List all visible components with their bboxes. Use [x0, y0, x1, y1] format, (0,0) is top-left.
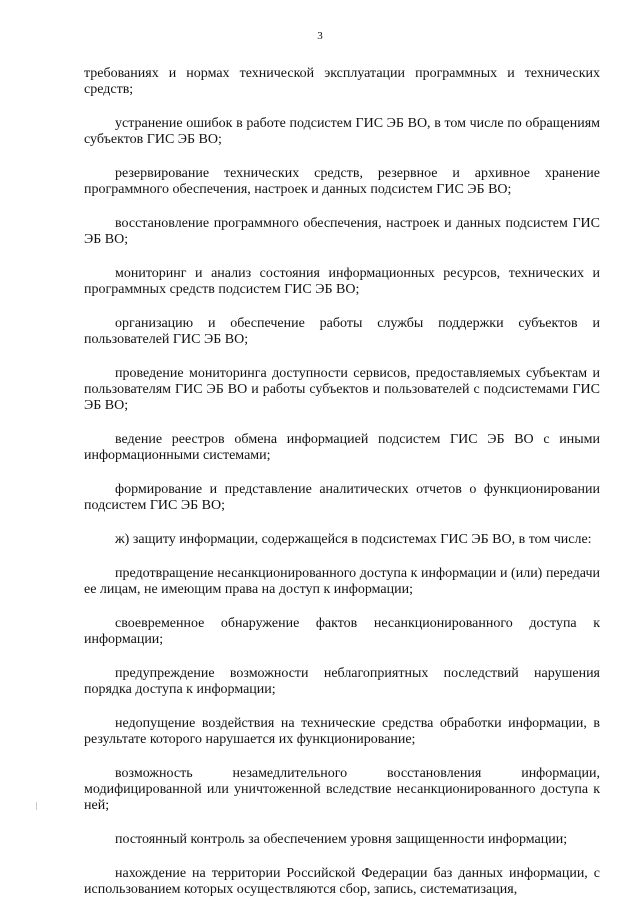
- list-item-paragraph: своевременное обнаружение фактов несанкционированного доступа к информации;: [84, 616, 600, 647]
- list-item-paragraph: организацию и обеспечение работы службы поддержки субъектов и пользователей ГИС ЭБ ВО;: [84, 316, 600, 347]
- scan-margin-mark: [36, 802, 37, 810]
- list-item-paragraph: устранение ошибок в работе подсистем ГИС ЭБ ВО, в том числе по обращениям субъектов ГИС ЭБ ВО;: [84, 116, 600, 147]
- list-item-paragraph: мониторинг и анализ состояния информационных ресурсов, технических и программных средств подсистем ГИС ЭБ ВО;: [84, 266, 600, 297]
- list-item-paragraph: нахождение на территории Российской Федерации баз данных информации, с использованием которых осуществляются сбор, запись, систематизация,: [84, 866, 600, 897]
- list-item-paragraph: недопущение воздействия на технические средства обработки информации, в результате которого нарушается их функционирование;: [84, 716, 600, 747]
- list-item-paragraph: предупреждение возможности неблагоприятных последствий нарушения порядка доступа к информации;: [84, 666, 600, 697]
- document-body: [84, 66, 600, 916]
- list-item-paragraph: постоянный контроль за обеспечением уровня защищенности информации;: [115, 832, 568, 847]
- list-item-paragraph: формирование и представление аналитических отчетов о функционировании подсистем ГИС ЭБ ВО;: [84, 482, 600, 513]
- list-item-paragraph: предотвращение несанкционированного доступа к информации и (или) передачи ее лицам, не имеющим права на доступ к информации;: [84, 566, 600, 597]
- paragraph-continuation: требованиях и нормах технической эксплуатации программных и технических средств;: [84, 66, 600, 97]
- list-item-paragraph: ведение реестров обмена информацией подсистем ГИС ЭБ ВО с иными информационными системами;: [84, 432, 600, 463]
- page-number: 3: [317, 30, 323, 42]
- list-item-paragraph: возможность незамедлительного восстановления информации, модифицированной или уничтоженной вследствие несанкционированного доступа к ней;: [84, 766, 600, 813]
- list-item-paragraph: восстановление программного обеспечения, настроек и данных подсистем ГИС ЭБ ВО;: [84, 216, 600, 247]
- list-item-paragraph: резервирование технических средств, резервное и архивное хранение программного обеспечения, настроек и данных подсистем ГИС ЭБ ВО;: [84, 166, 600, 197]
- subsection-paragraph: ж) защиту информации, содержащейся в подсистемах ГИС ЭБ ВО, в том числе:: [115, 532, 592, 547]
- list-item-paragraph: проведение мониторинга доступности сервисов, предоставляемых субъектам и пользователям ГИС ЭБ ВО и работы субъектов и пользователей с подсистемами ГИС ЭБ ВО;: [84, 366, 600, 413]
